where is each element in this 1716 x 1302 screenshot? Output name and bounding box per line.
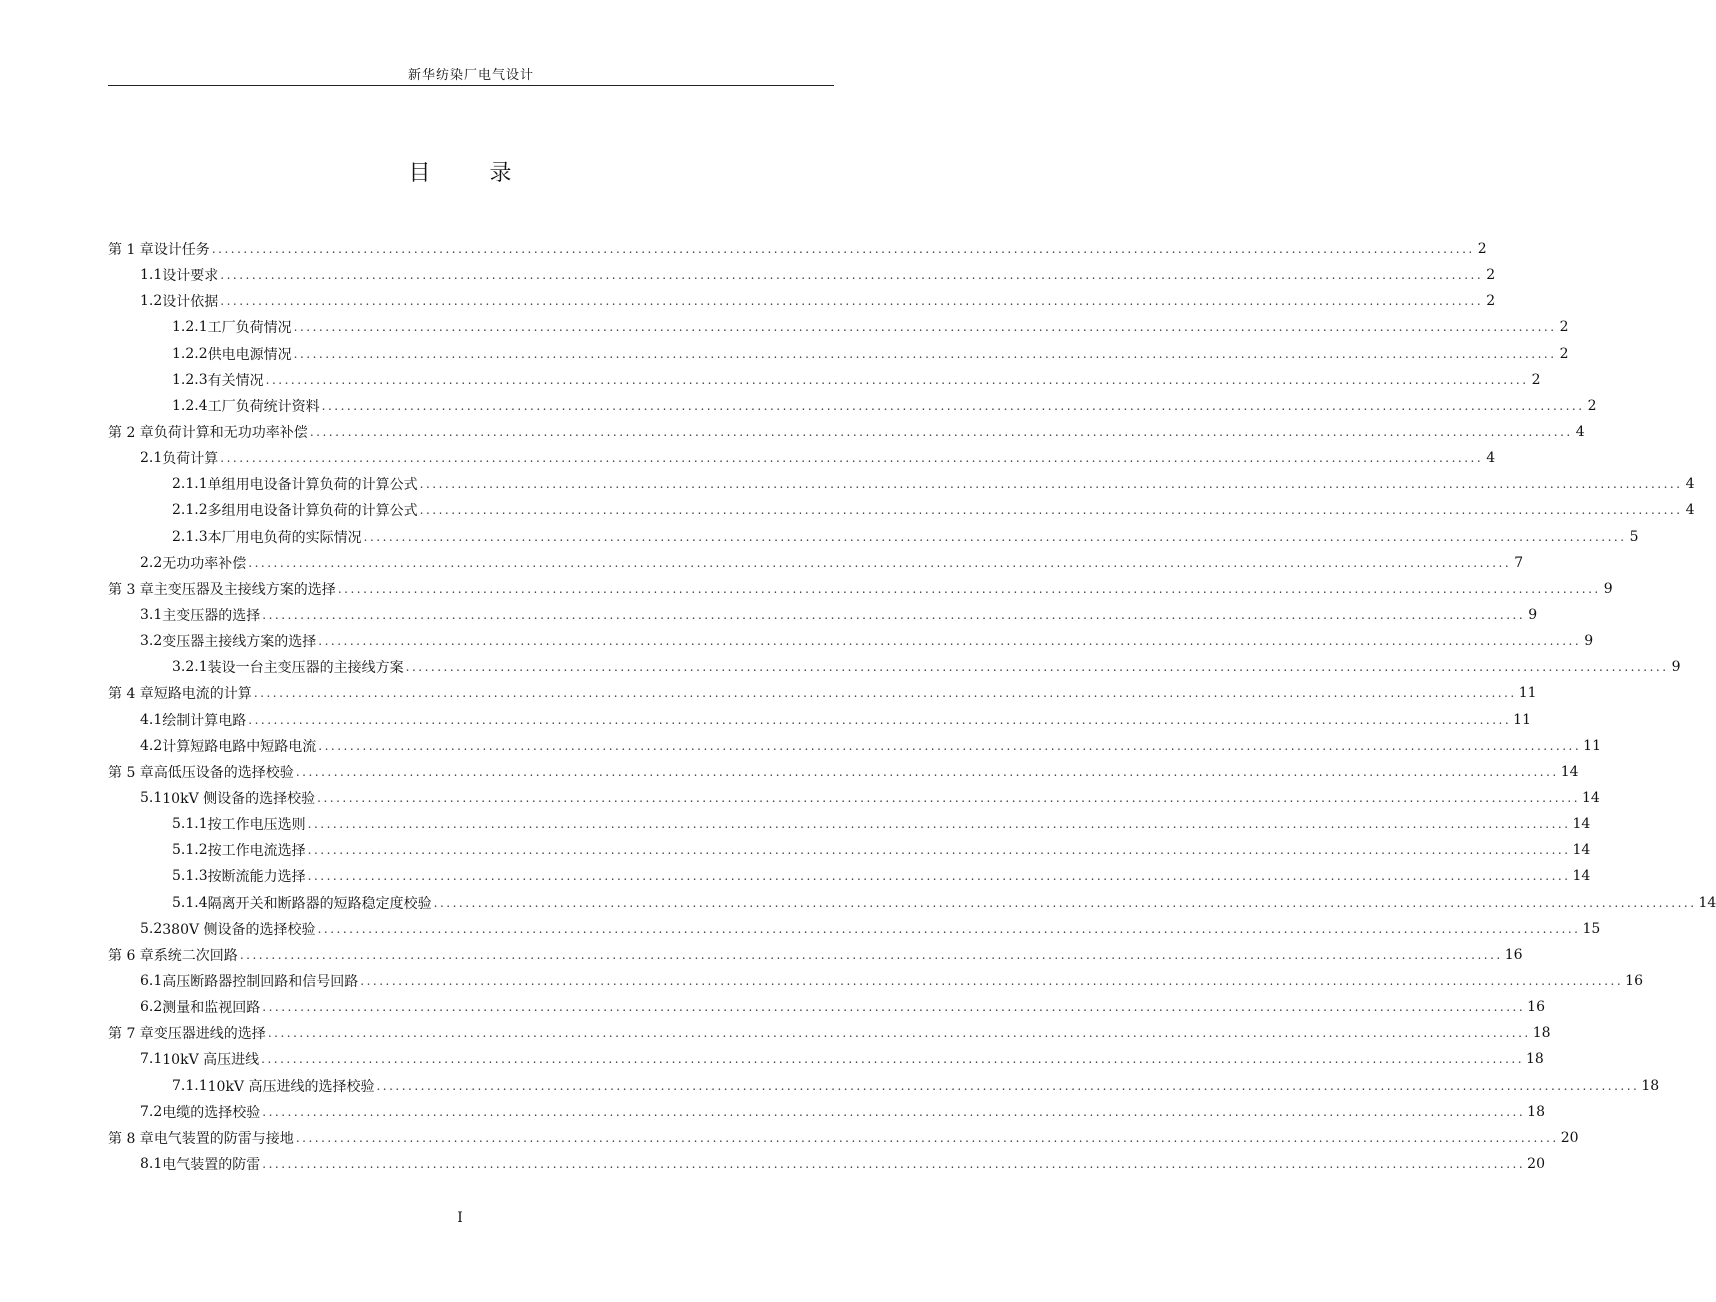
toc-entry-title: 本厂用电负荷的实际情况 bbox=[207, 529, 362, 546]
toc-entry-page: 9 bbox=[1528, 607, 1538, 624]
toc-entry-title: 高低压设备的选择校验 bbox=[153, 764, 294, 781]
toc-entry[interactable] bbox=[108, 1073, 1660, 1099]
toc-entry[interactable] bbox=[108, 550, 1524, 576]
toc-entry-number: 5.1.2 bbox=[172, 842, 208, 859]
toc-entry[interactable] bbox=[108, 1125, 1579, 1151]
toc-entry-title: 设计任务 bbox=[153, 242, 210, 259]
toc-entry-title: 隔离开关和断路器的短路稳定度校验 bbox=[207, 895, 432, 912]
toc-leader-dots: ........................................................................................................................................................................................................ bbox=[220, 268, 1484, 283]
toc-leader-dots: ........................................................................................................................................................................................................ bbox=[293, 346, 1557, 361]
toc-entry[interactable] bbox=[108, 890, 1716, 916]
toc-entry-title: 设计依据 bbox=[162, 294, 219, 311]
toc-entry-number: 7.2 bbox=[140, 1103, 163, 1120]
toc-entry-number: 6.2 bbox=[140, 999, 163, 1016]
toc-leader-dots: ........................................................................................................................................................................................................ bbox=[321, 398, 1585, 413]
toc-leader-dots: ........................................................................................................................................................................................................ bbox=[433, 895, 1697, 910]
toc-entry-title: 工厂负荷情况 bbox=[207, 320, 292, 337]
toc-entry[interactable] bbox=[108, 968, 1643, 994]
toc-entry[interactable] bbox=[108, 262, 1496, 288]
toc-entry-page: 9 bbox=[1584, 633, 1594, 650]
toc-entry-page: 2 bbox=[1587, 397, 1597, 414]
toc-entry-title: 多组用电设备计算负荷的计算公式 bbox=[207, 503, 418, 520]
toc-entry[interactable] bbox=[108, 393, 1597, 419]
toc-leader-dots: ........................................................................................................................................................................................................ bbox=[248, 555, 1512, 570]
toc-entry-page: 2 bbox=[1531, 371, 1541, 388]
toc-leader-dots: ........................................................................................................................................................................................................ bbox=[317, 791, 1581, 806]
toc-entry[interactable] bbox=[108, 576, 1613, 602]
toc-entry-number: 5.1.3 bbox=[172, 868, 208, 885]
toc-entry-page: 5 bbox=[1629, 528, 1639, 545]
toc-entry-number: 1.1 bbox=[140, 267, 163, 284]
toc-entry-title: 负荷计算和无功功率补偿 bbox=[153, 425, 308, 442]
toc-leader-dots: ........................................................................................................................................................................................................ bbox=[220, 451, 1484, 466]
toc-entry[interactable] bbox=[108, 733, 1601, 759]
toc-entry[interactable] bbox=[108, 1099, 1545, 1125]
toc-entry-page: 11 bbox=[1518, 685, 1537, 702]
toc-entry-title: 10kV 高压进线 bbox=[162, 1052, 260, 1069]
toc-entry-number: 1.2.2 bbox=[172, 345, 208, 362]
page-number: I bbox=[457, 1210, 463, 1226]
toc-entry-number: 5.2 bbox=[140, 920, 163, 937]
toc-entry-number: 7.1 bbox=[140, 1051, 163, 1068]
toc-leader-dots: ........................................................................................................................................................................................................ bbox=[293, 320, 1557, 335]
toc-entry-page: 14 bbox=[1572, 842, 1591, 859]
toc-entry-title: 单组用电设备计算负荷的计算公式 bbox=[207, 477, 418, 494]
toc-entry[interactable] bbox=[108, 288, 1496, 314]
toc-entry-number: 2.1.1 bbox=[172, 476, 208, 493]
toc-entry-title: 380V 侧设备的选择校验 bbox=[162, 921, 316, 938]
toc-entry-number: 第 8 章 bbox=[108, 1130, 154, 1147]
toc-entry-page: 14 bbox=[1582, 790, 1600, 807]
toc-entry-title: 测量和监视回路 bbox=[162, 1000, 261, 1017]
toc-entry-page: 4 bbox=[1685, 502, 1695, 519]
toc-entry-number: 1.2.4 bbox=[172, 397, 208, 414]
toc-leader-dots: ........................................................................................................................................................................................................ bbox=[295, 1130, 1559, 1145]
toc-entry-number: 1.2 bbox=[140, 293, 163, 310]
toc-entry-number: 2.2 bbox=[140, 554, 163, 571]
toc-entry-title: 10kV 侧设备的选择校验 bbox=[162, 791, 316, 808]
toc-entry-title: 电气装置的防雷与接地 bbox=[153, 1130, 294, 1147]
toc-entry-title: 高压断路器控制回路和信号回路 bbox=[162, 974, 359, 990]
toc-entry[interactable] bbox=[108, 1046, 1544, 1072]
toc-leader-dots: ........................................................................................................................................................................................................ bbox=[419, 503, 1683, 518]
toc-entry-title: 按工作电压选则 bbox=[207, 817, 306, 834]
toc-entry-title: 装设一台主变压器的主接线方案 bbox=[207, 660, 404, 677]
toc-entry[interactable] bbox=[108, 1020, 1551, 1046]
table-of-contents bbox=[108, 236, 1716, 1177]
toc-leader-dots: ........................................................................................................................................................................................................ bbox=[318, 738, 1582, 753]
toc-entry-page: 2 bbox=[1486, 293, 1496, 310]
toc-entry-title: 电缆的选择校验 bbox=[162, 1104, 261, 1121]
toc-entry-page: 11 bbox=[1583, 737, 1601, 754]
toc-leader-dots: ........................................................................................................................................................................................................ bbox=[262, 1000, 1526, 1015]
toc-leader-dots: ........................................................................................................................................................................................................ bbox=[360, 974, 1624, 988]
toc-entry[interactable] bbox=[108, 341, 1569, 367]
toc-entry-number: 第 4 章 bbox=[108, 686, 154, 703]
running-header: 新华纺染厂电气设计 bbox=[407, 68, 534, 83]
toc-leader-dots: ........................................................................................................................................................................................................ bbox=[262, 1156, 1526, 1171]
toc-entry[interactable] bbox=[108, 1151, 1545, 1177]
toc-entry[interactable] bbox=[108, 785, 1600, 811]
toc-leader-dots: ........................................................................................................................................................................................................ bbox=[363, 529, 1627, 544]
toc-entry[interactable] bbox=[108, 811, 1591, 837]
toc-entry-title: 10kV 高压进线的选择校验 bbox=[207, 1078, 375, 1095]
toc-entry[interactable] bbox=[108, 759, 1579, 785]
toc-leader-dots: ........................................................................................................................................................................................................ bbox=[337, 581, 1601, 596]
toc-entry[interactable] bbox=[108, 367, 1541, 393]
toc-entry-number: 1.2.3 bbox=[172, 371, 208, 388]
toc-entry-title: 变压器主接线方案的选择 bbox=[162, 634, 317, 651]
toc-leader-dots: ........................................................................................................................................................................................................ bbox=[239, 947, 1503, 962]
toc-entry-number: 3.2 bbox=[140, 633, 163, 650]
toc-entry-page: 18 bbox=[1641, 1077, 1660, 1094]
toc-entry-number: 1.2.1 bbox=[172, 319, 208, 336]
toc-entry-title: 设计要求 bbox=[162, 268, 219, 285]
toc-entry-page: 14 bbox=[1560, 763, 1579, 780]
toc-entry-number: 4.2 bbox=[140, 737, 163, 754]
toc-entry-title: 无功功率补偿 bbox=[162, 555, 247, 572]
toc-entry-title: 计算短路电路中短路电流 bbox=[162, 738, 317, 755]
toc-leader-dots: ........................................................................................................................................................................................................ bbox=[211, 242, 1475, 257]
toc-leader-dots: ........................................................................................................................................................................................................ bbox=[307, 817, 1571, 832]
toc-entry[interactable] bbox=[108, 471, 1695, 497]
toc-entry-page: 9 bbox=[1603, 580, 1613, 597]
toc-leader-dots: ........................................................................................................................................................................................................ bbox=[309, 425, 1573, 440]
toc-entry-page: 2 bbox=[1477, 241, 1487, 258]
toc-leader-dots: ........................................................................................................................................................................................................ bbox=[267, 1026, 1531, 1041]
toc-entry[interactable] bbox=[108, 524, 1639, 550]
toc-leader-dots: ........................................................................................................................................................................................................ bbox=[253, 686, 1517, 701]
toc-entry-number: 2.1.2 bbox=[172, 502, 208, 519]
toc-entry-page: 16 bbox=[1504, 946, 1523, 963]
toc-entry-number: 第 2 章 bbox=[108, 425, 154, 442]
toc-entry-title: 短路电流的计算 bbox=[153, 686, 252, 703]
toc-entry-number: 第 7 章 bbox=[108, 1026, 154, 1043]
toc-entry[interactable] bbox=[108, 314, 1569, 340]
toc-leader-dots: ........................................................................................................................................................................................................ bbox=[317, 921, 1581, 936]
toc-entry-page: 14 bbox=[1698, 894, 1716, 911]
toc-entry-page: 2 bbox=[1559, 345, 1569, 362]
toc-entry-page: 18 bbox=[1532, 1025, 1551, 1042]
toc-entry-number: 第 5 章 bbox=[108, 764, 154, 781]
toc-entry-page: 16 bbox=[1527, 999, 1545, 1016]
toc-entry-number: 4.1 bbox=[140, 711, 163, 728]
toc-entry-number: 5.1.1 bbox=[172, 816, 208, 833]
toc-entry-number: 6.1 bbox=[140, 973, 163, 989]
toc-entry-title: 系统二次回路 bbox=[153, 947, 238, 964]
toc-entry-title: 变压器进线的选择 bbox=[153, 1026, 266, 1043]
toc-entry-number: 8.1 bbox=[140, 1155, 163, 1172]
toc-entry-page: 4 bbox=[1575, 424, 1585, 441]
toc-entry[interactable] bbox=[108, 863, 1591, 889]
toc-entry[interactable] bbox=[108, 942, 1523, 968]
toc-leader-dots: ........................................................................................................................................................................................................ bbox=[318, 634, 1582, 649]
toc-entry-title: 主变压器及主接线方案的选择 bbox=[153, 581, 336, 598]
toc-leader-dots: ........................................................................................................................................................................................................ bbox=[307, 869, 1571, 884]
toc-entry[interactable] bbox=[108, 994, 1545, 1020]
toc-leader-dots: ........................................................................................................................................................................................................ bbox=[405, 660, 1669, 675]
toc-entry-number: 2.1.3 bbox=[172, 528, 208, 545]
toc-entry-number: 3.1 bbox=[140, 607, 163, 624]
toc-leader-dots: ........................................................................................................................................................................................................ bbox=[307, 843, 1571, 858]
toc-entry[interactable] bbox=[108, 654, 1681, 680]
toc-entry-page: 9 bbox=[1671, 659, 1681, 676]
toc-entry-number: 第 3 章 bbox=[108, 581, 154, 598]
toc-entry-page: 20 bbox=[1527, 1155, 1545, 1172]
toc-leader-dots: ........................................................................................................................................................................................................ bbox=[295, 764, 1559, 779]
toc-entry-title: 工厂负荷统计资料 bbox=[207, 398, 320, 415]
toc-entry-number: 5.1.4 bbox=[172, 894, 208, 911]
toc-entry[interactable] bbox=[108, 707, 1531, 733]
toc-leader-dots: ........................................................................................................................................................................................................ bbox=[220, 294, 1484, 309]
toc-entry-number: 5.1 bbox=[140, 790, 163, 807]
toc-entry-page: 4 bbox=[1486, 450, 1496, 467]
toc-entry-page: 18 bbox=[1526, 1051, 1544, 1068]
toc-leader-dots: ........................................................................................................................................................................................................ bbox=[262, 1104, 1526, 1119]
toc-entry-page: 16 bbox=[1625, 973, 1643, 989]
toc-entry-title: 主变压器的选择 bbox=[162, 608, 261, 625]
page-title: 目 录 bbox=[408, 161, 538, 186]
toc-leader-dots: ........................................................................................................................................................................................................ bbox=[419, 477, 1683, 492]
toc-entry[interactable] bbox=[108, 837, 1591, 863]
toc-entry-title: 有关情况 bbox=[207, 372, 264, 389]
toc-entry-title: 按断流能力选择 bbox=[207, 869, 306, 886]
toc-entry-title: 负荷计算 bbox=[162, 451, 219, 468]
toc-entry-title: 按工作电流选择 bbox=[207, 843, 306, 860]
toc-entry-number: 第 6 章 bbox=[108, 947, 154, 964]
toc-entry-page: 14 bbox=[1572, 868, 1591, 885]
toc-entry[interactable] bbox=[108, 445, 1496, 471]
toc-entry[interactable] bbox=[108, 602, 1538, 628]
toc-entry[interactable] bbox=[108, 628, 1594, 654]
toc-entry-page: 15 bbox=[1582, 920, 1601, 937]
toc-entry-page: 4 bbox=[1685, 476, 1695, 493]
toc-leader-dots: ........................................................................................................................................................................................................ bbox=[265, 372, 1529, 387]
toc-leader-dots: ........................................................................................................................................................................................................ bbox=[262, 608, 1526, 623]
toc-entry-number: 第 1 章 bbox=[108, 242, 154, 259]
toc-entry-page: 2 bbox=[1559, 319, 1569, 336]
toc-entry-page: 14 bbox=[1572, 816, 1591, 833]
toc-entry-number: 2.1 bbox=[140, 450, 163, 467]
toc-entry-number: 3.2.1 bbox=[172, 659, 208, 676]
toc-entry-page: 20 bbox=[1560, 1129, 1579, 1146]
toc-leader-dots: ........................................................................................................................................................................................................ bbox=[376, 1078, 1640, 1093]
toc-entry-number: 7.1.1 bbox=[172, 1077, 208, 1094]
header-rule bbox=[108, 85, 834, 86]
toc-entry-title: 绘制计算电路 bbox=[162, 712, 247, 729]
toc-entry-page: 18 bbox=[1527, 1103, 1545, 1120]
toc-entry[interactable] bbox=[108, 419, 1585, 445]
toc-entry-page: 2 bbox=[1486, 267, 1496, 284]
toc-entry[interactable] bbox=[108, 916, 1601, 942]
toc-entry[interactable] bbox=[108, 236, 1487, 262]
toc-entry[interactable] bbox=[108, 497, 1695, 523]
toc-entry-title: 供电电源情况 bbox=[207, 346, 292, 363]
toc-entry-page: 11 bbox=[1513, 711, 1531, 728]
toc-leader-dots: ........................................................................................................................................................................................................ bbox=[248, 712, 1512, 727]
toc-entry-title: 电气装置的防雷 bbox=[162, 1156, 261, 1173]
toc-leader-dots: ........................................................................................................................................................................................................ bbox=[261, 1052, 1525, 1067]
toc-entry[interactable] bbox=[108, 680, 1537, 706]
toc-entry-page: 7 bbox=[1514, 554, 1524, 571]
